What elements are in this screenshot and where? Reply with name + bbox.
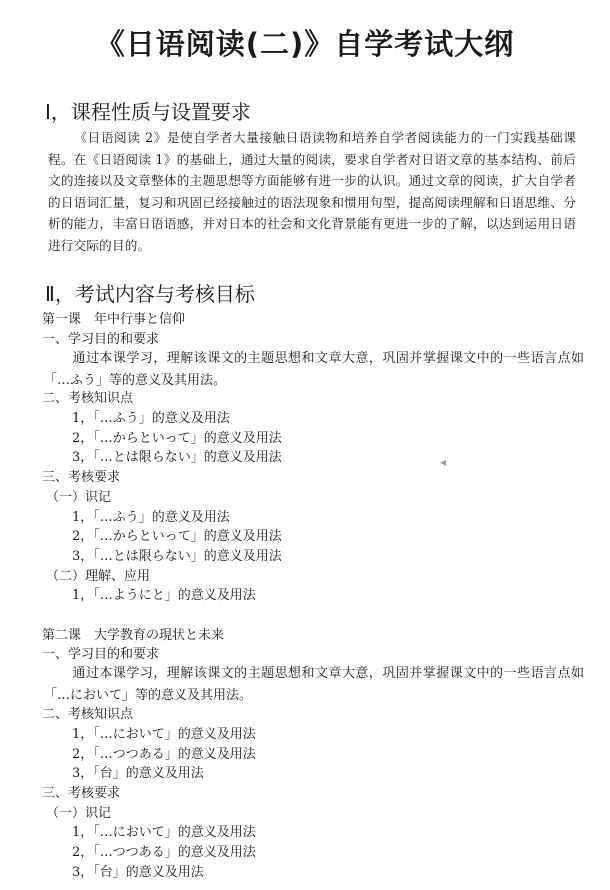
lesson1-part2-heading: 二、考核知识点 [42, 391, 134, 406]
lesson1-part3-heading: 三、考核要求 [42, 470, 121, 485]
lesson2-part2-item-3: 3，「台」的意义及用法 [72, 766, 204, 781]
lesson1-part1-text-content: 通过本课学习，理解该课文的主题思想和文章大意，巩固并掌握课文中的一些语言点如「…ふう」等的意义及其用法。 [44, 351, 584, 388]
section1-paragraph [48, 127, 576, 256]
section2-heading: Ⅱ，考试内容与考核目标 [45, 282, 255, 306]
page-title: 《日语阅读(二)》自学考试大纲 [95, 27, 515, 61]
lesson2-sub1-item-2: 2，「…つつある」的意义及用法 [72, 845, 256, 860]
lesson1-part1-heading: 一、学习目的和要求 [42, 332, 160, 347]
lesson1-part2-item-2: 2，「…からといって」的意义及用法 [72, 431, 282, 446]
scan-smudge-mark: ◂ [440, 455, 447, 469]
lesson2-sub1-item-3: 3，「台」的意义及用法 [72, 865, 204, 880]
lesson1-sub1-heading: （一）识记 [46, 490, 112, 505]
lesson2-sub1-heading: （一）识记 [46, 806, 112, 821]
lesson1-part1-text [44, 348, 584, 392]
lesson2-part3-heading: 三、考核要求 [42, 786, 121, 801]
lesson1-part2-item-3: 3，「…とは限らない」的意义及用法 [72, 450, 282, 465]
lesson2-part1-text [44, 663, 584, 707]
lesson1-sub2-heading: （二）理解、应用 [46, 569, 151, 584]
lesson1-sub1-item-1: 1，「…ふう」的意义及用法 [72, 510, 230, 525]
lesson2-title: 第二课 大学教育の現状と未来 [42, 628, 225, 643]
lesson2-part2-heading: 二、考核知识点 [42, 707, 134, 722]
section1-paragraph-text: 《日语阅读 2》是使自学者大量接触日语读物和培养自学者阅读能力的一门实践基础课程。在《日语阅读 1》的基础上，通过大量的阅读，要求自学者对日语文章的基本结构、前后文的连接以及文章整体的主题思想等方面能够有进一步的认识。通过文章的阅读，扩大自学者的日语词汇量，复习和巩固已经接触过的语法现象和惯用句型，提高阅读理解和日语思维、分析的能力，丰富日语语感，并对日本的社会和文化背景能有更进一步的了解，以达到运用日语进行交际的目的。 [48, 130, 576, 253]
lesson1-sub1-item-3: 3，「…とは限らない」的意义及用法 [72, 549, 282, 564]
lesson2-part2-item-1: 1，「…において」的意义及用法 [72, 727, 256, 742]
lesson1-part2-item-1: 1，「…ふう」的意义及用法 [72, 411, 230, 426]
lesson1-sub1-item-2: 2，「…からといって」的意义及用法 [72, 529, 282, 544]
lesson2-part1-text-content: 通过本课学习，理解该课文的主题思想和文章大意，巩固并掌握课文中的一些语言点如「…において」等的意义及其用法。 [44, 666, 584, 703]
lesson2-sub1-item-1: 1，「…において」的意义及用法 [72, 825, 256, 840]
lesson1-title: 第一课 年中行事と信仰 [42, 312, 186, 327]
section1-heading: Ⅰ，课程性质与设置要求 [45, 100, 251, 124]
lesson2-part1-heading: 一、学习目的和要求 [42, 647, 160, 662]
lesson1-sub2-item-1: 1，「…ようにと」的意义及用法 [72, 588, 256, 603]
lesson2-part2-item-2: 2，「…つつある」的意义及用法 [72, 747, 256, 762]
